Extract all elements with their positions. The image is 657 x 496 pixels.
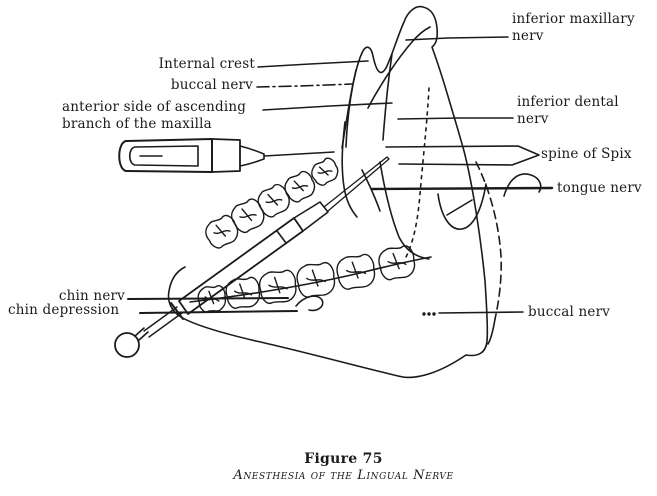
leader-internal-crest xyxy=(258,61,368,67)
leader-tongue xyxy=(372,188,552,189)
label-spine-of-spix: spine of Spix xyxy=(541,146,632,162)
label-internal-crest: Internal crest xyxy=(158,56,255,72)
needle xyxy=(264,152,334,156)
leader-anterior-ascending xyxy=(263,103,392,110)
tooth xyxy=(254,181,294,220)
label-inferior-maxillary-nerve: inferior maxillary nerv xyxy=(512,11,635,44)
tooth xyxy=(281,169,319,206)
tooth xyxy=(335,253,377,291)
leader-buccal-upper xyxy=(257,84,352,87)
label-anterior-ascending: anterior side of ascending branch of the maxilla xyxy=(62,99,247,132)
label-chin-nerve: chin nerv xyxy=(58,288,125,304)
tooth xyxy=(308,155,342,188)
label-buccal-nerve-upper: buccal nerv xyxy=(170,77,253,93)
label-chin-depression: chin depression xyxy=(8,302,120,318)
needle xyxy=(324,157,389,211)
label-buccal-nerve-lower: buccal nerv xyxy=(528,304,611,320)
figure-title: Anesthesia of the Lingual Nerve xyxy=(233,468,454,483)
leader-inferior-maxillary xyxy=(406,37,508,40)
horizontal-syringe xyxy=(119,139,334,172)
spix-arrow xyxy=(386,146,539,165)
leader-chin-depression xyxy=(140,311,297,313)
label-inferior-dental-nerve: inferior dental nerv xyxy=(517,94,619,127)
lingula-detail xyxy=(362,88,541,257)
tooth xyxy=(377,244,417,282)
teeth xyxy=(197,155,417,313)
leader-inferior-dental xyxy=(398,118,513,119)
tooth xyxy=(228,196,269,236)
label-tongue-nerve: tongue nerv xyxy=(557,180,642,196)
figure-number: Figure 75 xyxy=(304,451,383,467)
leader-buccal-lower xyxy=(423,312,523,315)
leader-chin-nerve xyxy=(128,298,288,299)
figure-caption xyxy=(30,451,657,483)
tooth xyxy=(202,212,242,251)
